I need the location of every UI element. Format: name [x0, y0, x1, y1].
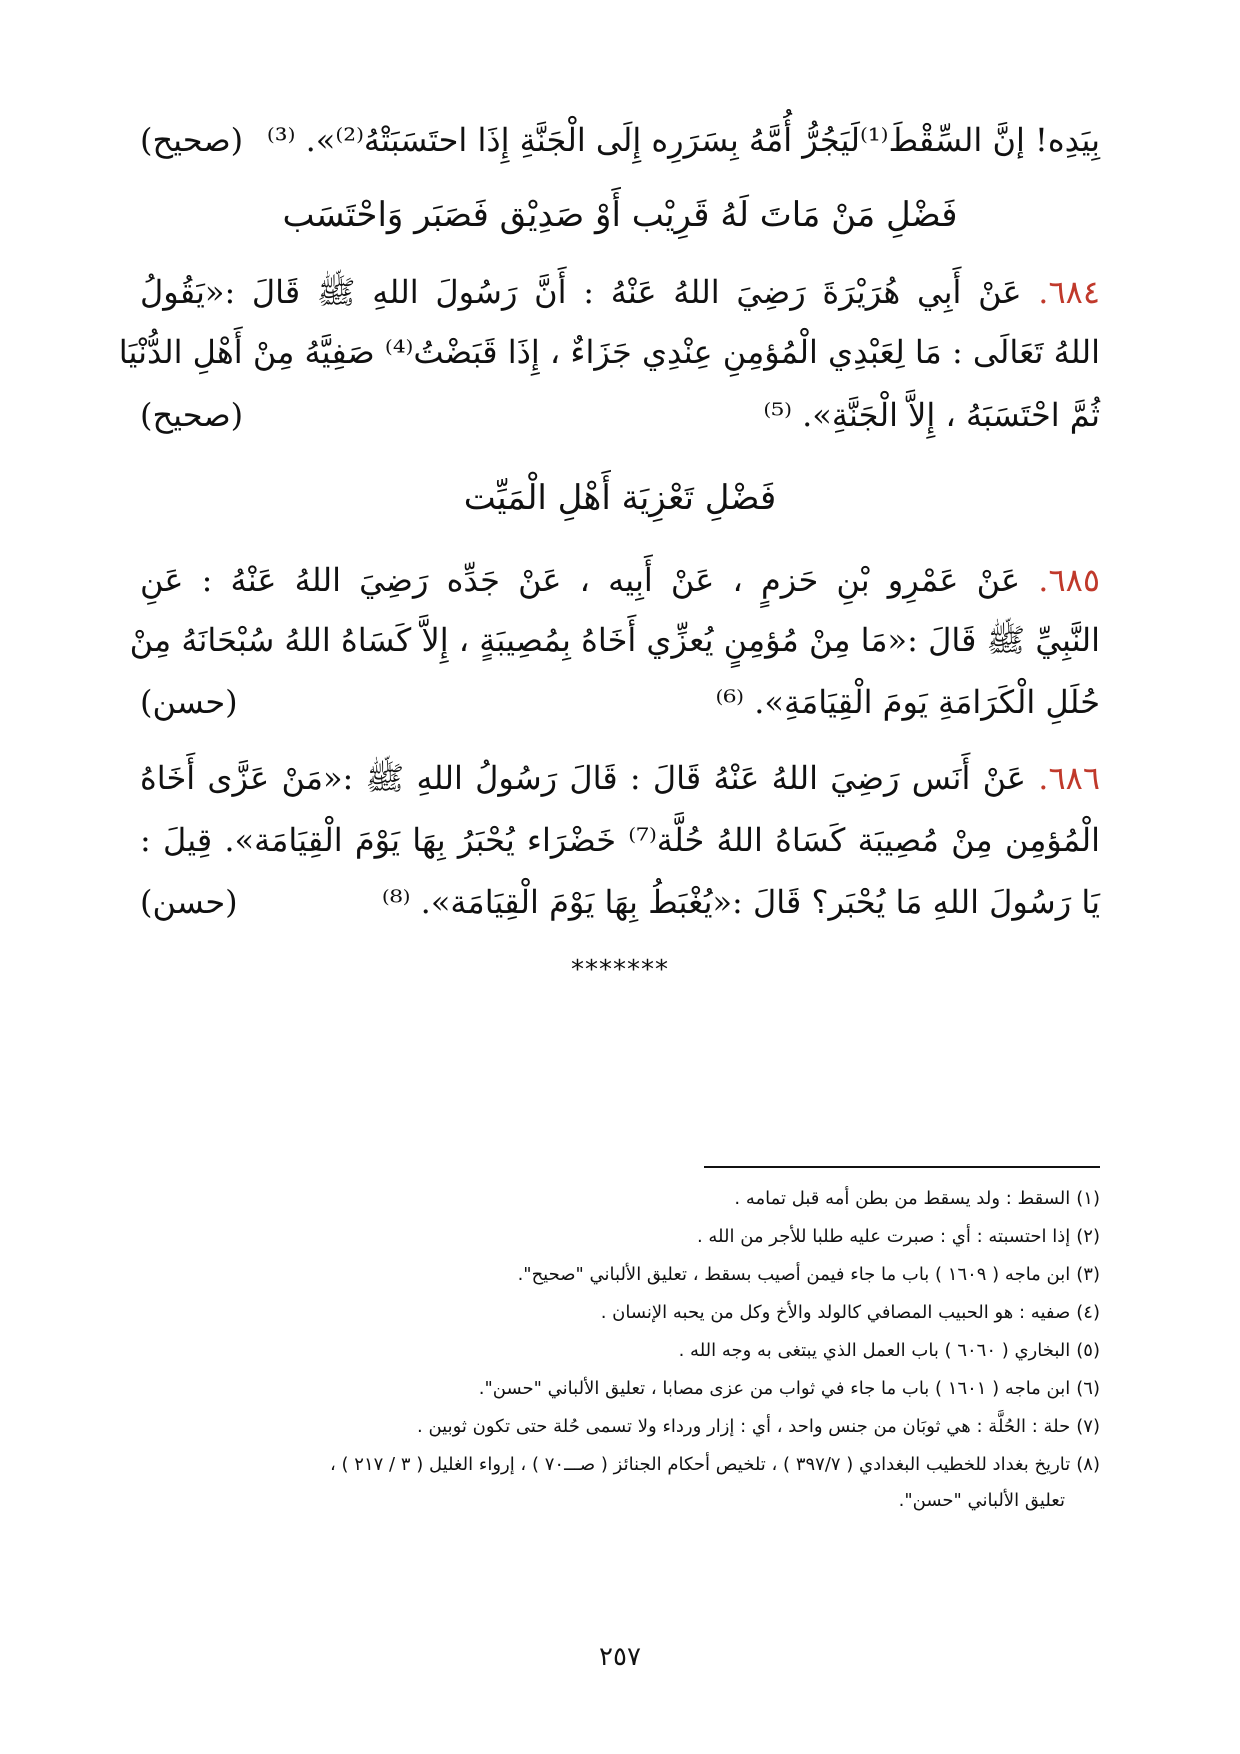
- footnote-8-continuation: تعليق الألباني "حسن".: [898, 1490, 1065, 1511]
- hadith-684-line-1: [140, 262, 1100, 322]
- footnote-3: [140, 1260, 1100, 1290]
- hadith-686-line-3: يَا رَسُولَ اللهِ مَا يُحْبَر؟ قَالَ :«يُغْبَطُ بِهَا يَوْمَ الْقِيَامَة». ⁽⁸⁾: [381, 883, 1100, 921]
- footnote-divider: [704, 1166, 1100, 1168]
- footnote-text: ابن ماجه ( ١٦٠٩ ) باب ما جاء فيمن أصيب بسقط ، تعليق الألباني "صحيح".: [517, 1264, 1071, 1285]
- footnote-text: تاريخ بغداد للخطيب البغدادي ( ٣٩٧/٧ ) ، تلخيص أحكام الجنائز ( صـــ٧٠ ) ، إرواء الغليل ( ٣ / ٢١٧ ) ،: [330, 1454, 1071, 1475]
- hadith-686-line-2: الْمُؤمِن مِنْ مُصِيبَة كَسَاهُ اللهُ حُلَّة⁽⁷⁾ خَضْرَاء يُحْبَرُ بِهَا يَوْمَ الْقِيَامَة». قِيلَ :: [140, 821, 1101, 859]
- footnote-text: السقط : ولد يسقط من بطن أمه قبل تمامه .: [734, 1188, 1071, 1209]
- footnote-mark: (٣): [1076, 1264, 1100, 1285]
- footnote-text: البخاري ( ٦٠٦٠ ) باب العمل الذي يبتغى به وجه الله .: [678, 1340, 1071, 1361]
- hadith-686-text-1: عَنْ أَنَس رَضِيَ اللهُ عَنْهُ قَالَ : قَالَ رَسُولُ اللهِ ﷺ :«مَنْ عَزَّى أَخَاهُ: [140, 759, 1027, 797]
- hadith-685-line-2: النَّبِيِّ ﷺ قَالَ :«مَا مِنْ مُؤمِنٍ يُعزِّي أَخَاهُ بِمُصِيبَةٍ ، إِلاَّ كَسَاهُ اللهُ سُبْحَانَهُ مِنْ: [129, 621, 1100, 659]
- hadith-685-line-1: [140, 550, 1100, 610]
- grade-sahih-top: (صحيح): [140, 121, 244, 159]
- hadith-number-685: ٦٨٥.: [1038, 561, 1101, 599]
- footnote-mark: (٢): [1076, 1226, 1100, 1247]
- section-heading-1: فَضْلِ مَنْ مَاتَ لَهُ قَرِيْب أَوْ صَدِيْق فَصَبَر وَاحْتَسَب: [282, 195, 958, 235]
- footnote-4: [140, 1298, 1100, 1328]
- footnote-7: [140, 1412, 1100, 1442]
- footnote-6: [140, 1374, 1100, 1404]
- hadith-685-text-1: عَنْ عَمْرِو بْنِ حَزمٍ ، عَنْ أَبِيه ، عَنْ جَدِّه رَضِيَ اللهُ عَنْهُ : عَنِ: [140, 561, 1021, 599]
- grade-hasan-686: (حسن): [140, 883, 238, 921]
- footnote-1: [140, 1184, 1100, 1214]
- hadith-684-line-2: اللهُ تَعَالَى : مَا لِعَبْدِي الْمُؤمِنِ عِنْدِي جَزَاءٌ ، إِذَا قَبَضْتُ⁽⁴⁾ صَفِيَّهُ مِنْ أَهْلِ الدُّنْيَا: [118, 333, 1100, 371]
- footnote-text: ابن ماجه ( ١٦٠١ ) باب ما جاء في ثواب من عزى مصابا ، تعليق الألباني "حسن".: [478, 1378, 1071, 1399]
- grade-hasan-685: (حسن): [140, 683, 238, 721]
- page-number: ٢٥٧: [599, 1642, 641, 1672]
- footnote-5: [140, 1336, 1100, 1366]
- hadith-686-line-1: [140, 748, 1100, 808]
- hadith-684-line-3: ثُمَّ احْتَسَبَهُ ، إِلاَّ الْجَنَّةِ». ⁽⁵⁾: [763, 396, 1100, 434]
- footnote-text: إذا احتسبته : أي : صبرت عليه طلبا للأجر من الله .: [696, 1226, 1071, 1247]
- continuation-line: بِيَدِه! إنَّ السِّقْطَ⁽¹⁾لَيَجُرُّ أُمَّهُ بِسَرَرِه إِلَى الْجَنَّةِ إِذَا احتَسَبَتْهُ⁽²⁾». ⁽³⁾: [266, 121, 1100, 159]
- section-heading-2: فَضْلِ تَعْزِيَة أَهْلِ الْمَيِّت: [463, 478, 777, 518]
- hadith-number-686: ٦٨٦.: [1038, 759, 1101, 797]
- section-separator: *******: [571, 955, 669, 985]
- footnote-2: [140, 1222, 1100, 1252]
- footnote-mark: (٦): [1076, 1378, 1100, 1399]
- footnote-8: [140, 1450, 1100, 1480]
- footnote-text: صفيه : هو الحبيب المصافي كالولد والأخ وكل من يحبه الإنسان .: [600, 1302, 1071, 1323]
- grade-sahih-684: (صحيح): [140, 396, 244, 434]
- footnote-text: حلة : الحُلَّة : هي ثوبَان من جنس واحد ، أي : إزار ورداء ولا تسمى حُلة حتى تكون ثوبين .: [417, 1416, 1071, 1437]
- hadith-number-684: ٦٨٤.: [1038, 273, 1101, 311]
- footnote-mark: (١): [1076, 1188, 1100, 1209]
- hadith-685-line-3: حُلَلِ الْكَرَامَةِ يَومَ الْقِيَامَةِ». ⁽⁶⁾: [715, 683, 1100, 721]
- footnote-mark: (٧): [1076, 1416, 1100, 1437]
- footnote-mark: (٨): [1076, 1454, 1100, 1475]
- footnote-mark: (٤): [1076, 1302, 1100, 1323]
- footnote-mark: (٥): [1076, 1340, 1100, 1361]
- hadith-684-text-1: عَنْ أَبِي هُرَيْرَةَ رَضِيَ اللهُ عَنْهُ : أَنَّ رَسُولَ اللهِ ﷺ قَالَ :«يَقُولُ: [140, 273, 1022, 311]
